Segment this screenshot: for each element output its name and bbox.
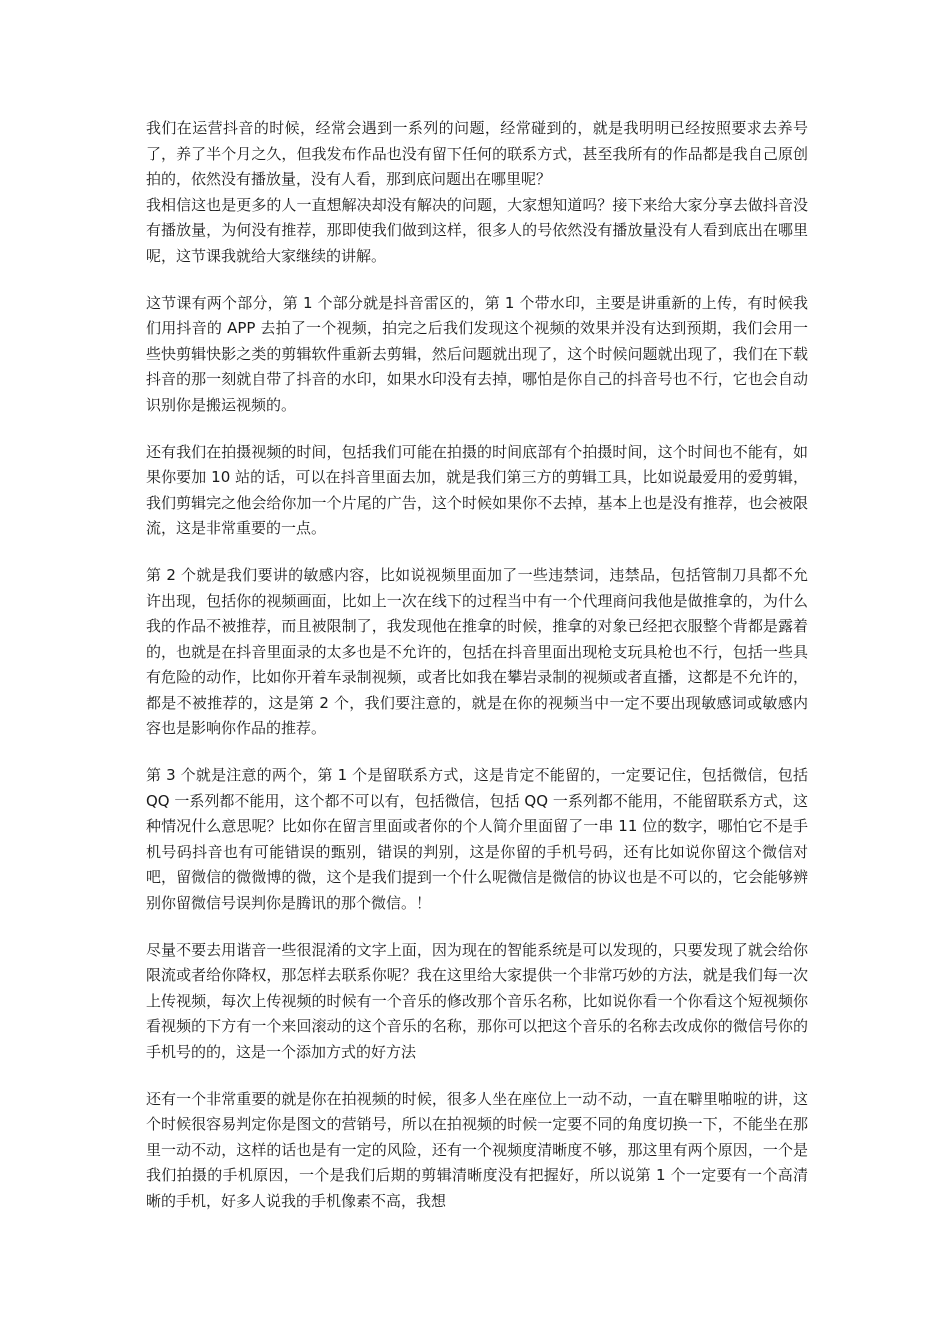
paragraph-7: 尽量不要去用谐音一些很混淆的文字上面，因为现在的智能系统是可以发现的，只要发现了就会给你限流或者给你降权，那怎样去联系你呢？我在这里给大家提供一个非常巧妙的方法，就是我们每一次上传视频，每次上传视频的时候有一个音乐的修改那个音乐名称，比如说你看一个你看这个短视频你看视频的下方有一个来回滚动的这个音乐的名称，那你可以把这个音乐的名称去改成你的微信号你的手机号的的，这是一个添加方式的好方法 — [146, 940, 808, 1061]
paragraph-6: 第 3 个就是注意的两个，第 1 个是留联系方式，这是肯定不能留的，一定要记住，包括微信，包括 QQ 一系列都不能用，这个都不可以有，包括微信，包括 QQ 一系列都不能用，不能留联系方式，这种情况什么意思呢？比如你在留言里面或者你的个人简介里面留了一串 11 位的数字，哪怕它不是手机号码抖音也有可能错误的甄别，错误的判别，这是你留的手机号码，还有比如说你留这个微信对吧，留微信的微微博的微，这个是我们提到一个什么呢微信是微信的协议也是不可以的，它会能够辨别你留微信号误判你是腾讯的那个微信。！ — [146, 766, 808, 913]
paragraph-5: 第 2 个就是我们要讲的敏感内容，比如说视频里面加了一些违禁词，违禁品，包括管制刀具都不允许出现，包括你的视频画面，比如上一次在线下的过程当中有一个代理商问我他是做推拿的，为什么我的作品不被推荐，而且被限制了，我发现他在推拿的时候，推拿的对象已经把衣服整个背都是露着的，也就是在抖音里面录的太多也是不允许的，包括在抖音里面出现枪支玩具枪也不行，包括一些具有危险的动作，比如你开着车录制视频，或者比如我在攀岩录制的视频或者直播，这都是不允许的，都是不被推荐的，这是第 2 个，我们要注意的，就是在你的视频当中一定不要出现敏感词或敏感内容也是影响你作品的推荐。 — [146, 565, 808, 738]
paragraph-3: 这节课有两个部分，第 1 个部分就是抖音雷区的，第 1 个带水印，主要是讲重新的上传，有时候我们用抖音的 APP 去拍了一个视频，拍完之后我们发现这个视频的效果并没有达到预期，我们会用一些快剪辑快影之类的剪辑软件重新去剪辑，然后问题就出现了，这个时候问题就出现了，我们在下载抖音的那一刻就自带了抖音的水印，如果水印没有去掉，哪怕是你自己的抖音号也不行，它也会自动识别你是搬运视频的。 — [146, 293, 808, 414]
document-page — [146, 116, 808, 1236]
paragraph-2: 我相信这也是更多的人一直想解决却没有解决的问题，大家想知道吗？接下来给大家分享去做抖音没有播放量，为何没有推荐，那即使我们做到这样，很多人的号依然没有播放量没有人看到底出在哪里呢，这节课我就给大家继续的讲解。 — [146, 195, 808, 265]
paragraph-8: 还有一个非常重要的就是你在拍视频的时候，很多人坐在座位上一动不动，一直在噼里啪啦的讲，这个时候很容易判定你是图文的营销号，所以在拍视频的时候一定要不同的角度切换一下，不能坐在那里一动不动，这样的话也是有一定的风险，还有一个视频度清晰度不够，那这里有两个原因，一个是我们拍摄的手机原因，一个是我们后期的剪辑清晰度没有把握好，所以说第 1 个一定要有一个高清晰的手机，好多人说我的手机像素不高，我想 — [146, 1089, 808, 1210]
paragraph-4: 还有我们在拍摄视频的时间，包括我们可能在拍摄的时间底部有个拍摄时间，这个时间也不能有，如果你要加 10 站的话，可以在抖音里面去加，就是我们第三方的剪辑工具，比如说最爱用的爱剪辑，我们剪辑完之他会给你加一个片尾的广告，这个时候如果你不去掉，基本上也是没有推荐，也会被限流，这是非常重要的一点。 — [146, 442, 808, 538]
paragraph-1: 我们在运营抖音的时候，经常会遇到一系列的问题，经常碰到的，就是我明明已经按照要求去养号了，养了半个月之久，但我发布作品也没有留下任何的联系方式，甚至我所有的作品都是我自己原创拍的，依然没有播放量，没有人看，那到底问题出在哪里呢？ — [146, 119, 808, 189]
